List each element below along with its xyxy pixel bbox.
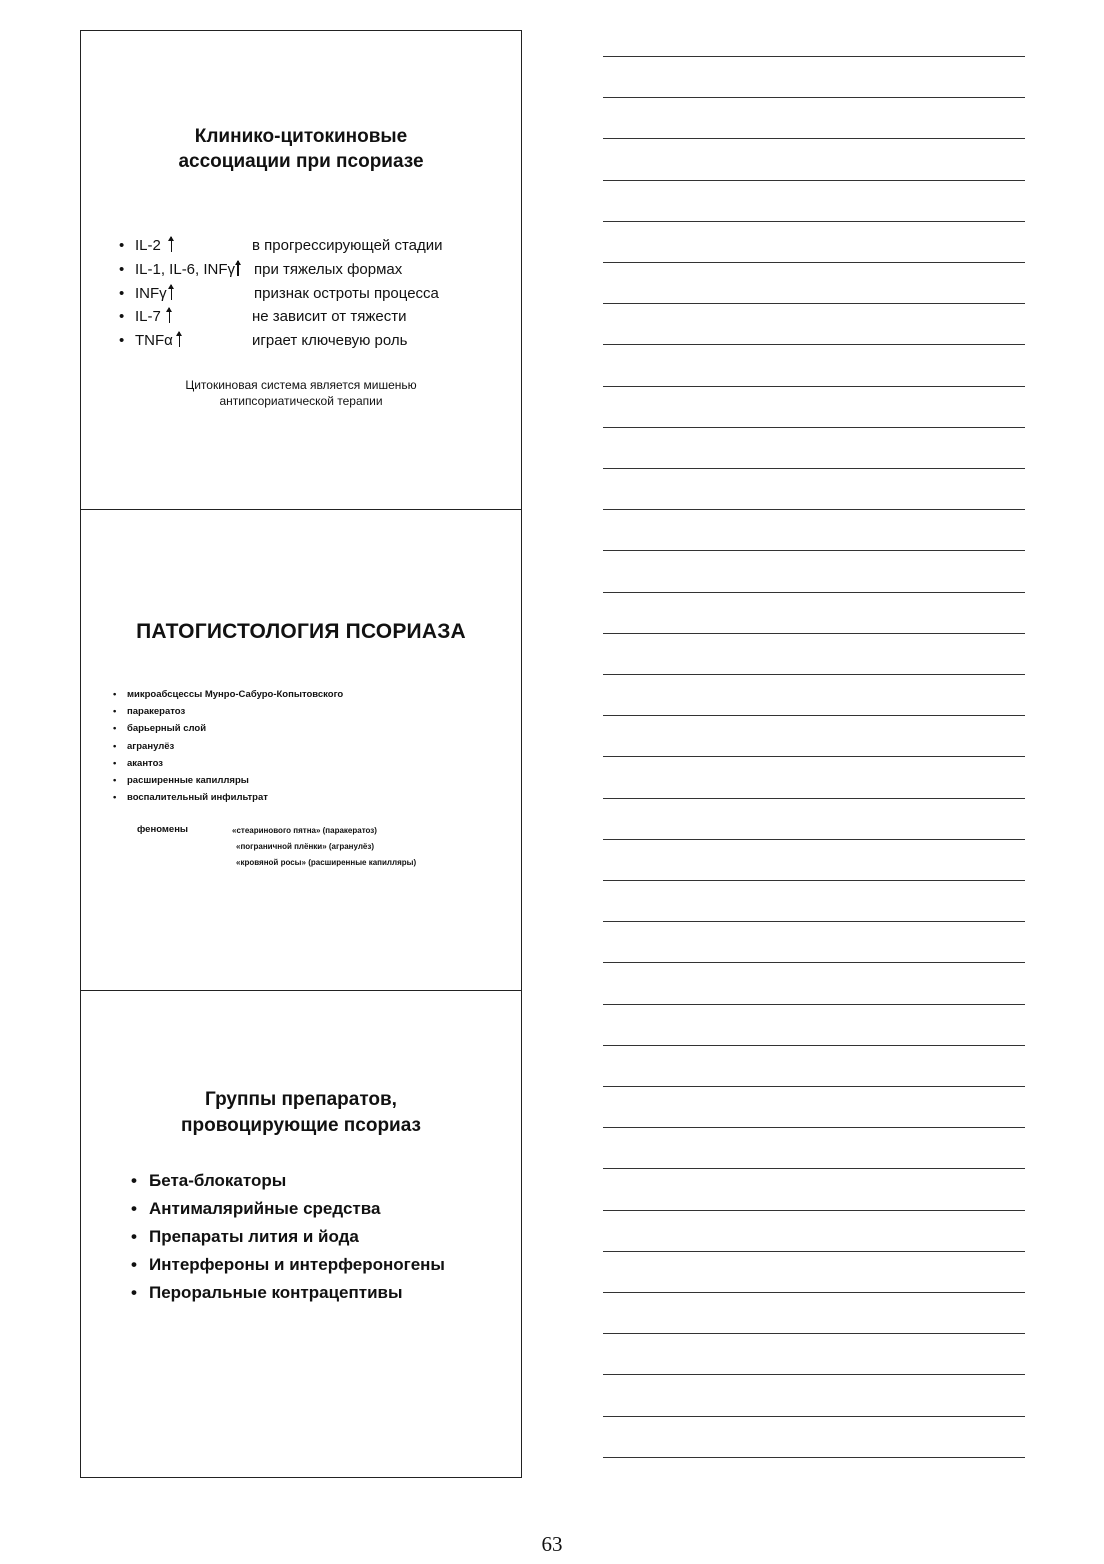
note-line [603, 1210, 1025, 1211]
note-line [603, 138, 1025, 139]
note-line [603, 468, 1025, 469]
list-item: • воспалительный инфильтрат [113, 789, 343, 806]
list-item: • акантоз [113, 755, 343, 772]
list-item: • барьерный слой [113, 720, 343, 737]
note-line [603, 921, 1025, 922]
slide-title: Клинико-цитокиновые ассоциации при псориазе [178, 126, 424, 172]
note-line [603, 798, 1025, 799]
slide-title: Группы препаратов, провоцирующие псориаз [181, 1089, 421, 1136]
note-line [603, 592, 1025, 593]
note-line [603, 1251, 1025, 1252]
arrow-up-icon [237, 261, 239, 276]
slide-pathohistology [80, 509, 522, 991]
note-line [603, 1045, 1025, 1046]
note-line [603, 56, 1025, 57]
note-line [603, 756, 1025, 757]
note-line [603, 1457, 1025, 1458]
phenomenon: «кровяной росы» (расширенные капилляры) [236, 858, 417, 867]
note-line [603, 1127, 1025, 1128]
histology-list [113, 686, 343, 806]
phenomenon: «пограничной плёнки» (агранулёз) [236, 842, 375, 851]
page-number: 63 [541, 1532, 563, 1556]
slide-title: ПАТОГИСТОЛОГИЯ ПСОРИАЗА [136, 620, 466, 643]
list-item: • Пероральные контрацептивы [131, 1279, 445, 1307]
arrow-up-icon [169, 308, 171, 323]
note-line [603, 1086, 1025, 1087]
note-line [603, 674, 1025, 675]
note-line [603, 180, 1025, 181]
note-line [603, 839, 1025, 840]
slide-provoking-drugs [80, 990, 522, 1478]
note-line [603, 262, 1025, 263]
note-line [603, 715, 1025, 716]
drug-list [131, 1167, 445, 1307]
note-line [603, 303, 1025, 304]
note-line [603, 1004, 1025, 1005]
list-item: • Препараты лития и йода [131, 1223, 445, 1251]
list-item: • Интерфероны и интерфероногены [131, 1251, 445, 1279]
note-line [603, 1333, 1025, 1334]
phenomenon: «стеаринового пятна» (паракератоз) [232, 826, 377, 835]
note-line [603, 1292, 1025, 1293]
note-line [603, 221, 1025, 222]
list-item: • Антималярийные средства [131, 1195, 445, 1223]
note-line [603, 550, 1025, 551]
note-line [603, 97, 1025, 98]
list-item: • паракератоз [113, 703, 343, 720]
note-line [603, 1416, 1025, 1417]
note-line [603, 633, 1025, 634]
slide-cytokine-associations: Клинико-цитокиновые ассоциации при псориазе • IL-2 в прогрессирующей стадии • IL-1, IL-6, INFγ при тяжелых формах • INFγ признак остроты процесса • IL-7 не зависит от тяжести • TNFα играет ключевую роль Цитокиновая система является мишенью антипсориатической терапии [80, 30, 522, 510]
list-item: • микроабсцессы Мунро-Сабуро-Копытовского [113, 686, 343, 703]
list-item: • Бета-блокаторы [131, 1167, 445, 1195]
phenomena-label: феномены [137, 824, 189, 835]
arrow-up-icon [171, 237, 173, 252]
note-line [603, 509, 1025, 510]
slide-note: Цитокиновая система является мишенью антипсориатической терапии [185, 378, 417, 408]
note-line [603, 880, 1025, 881]
note-line [603, 427, 1025, 428]
note-line [603, 344, 1025, 345]
arrow-up-icon [171, 285, 173, 300]
list-item: • расширенные капилляры [113, 772, 343, 789]
note-line [603, 962, 1025, 963]
note-line [603, 386, 1025, 387]
list-item: • агранулёз [113, 738, 343, 755]
note-line [603, 1168, 1025, 1169]
arrow-up-icon [179, 332, 181, 347]
note-line [603, 1374, 1025, 1375]
